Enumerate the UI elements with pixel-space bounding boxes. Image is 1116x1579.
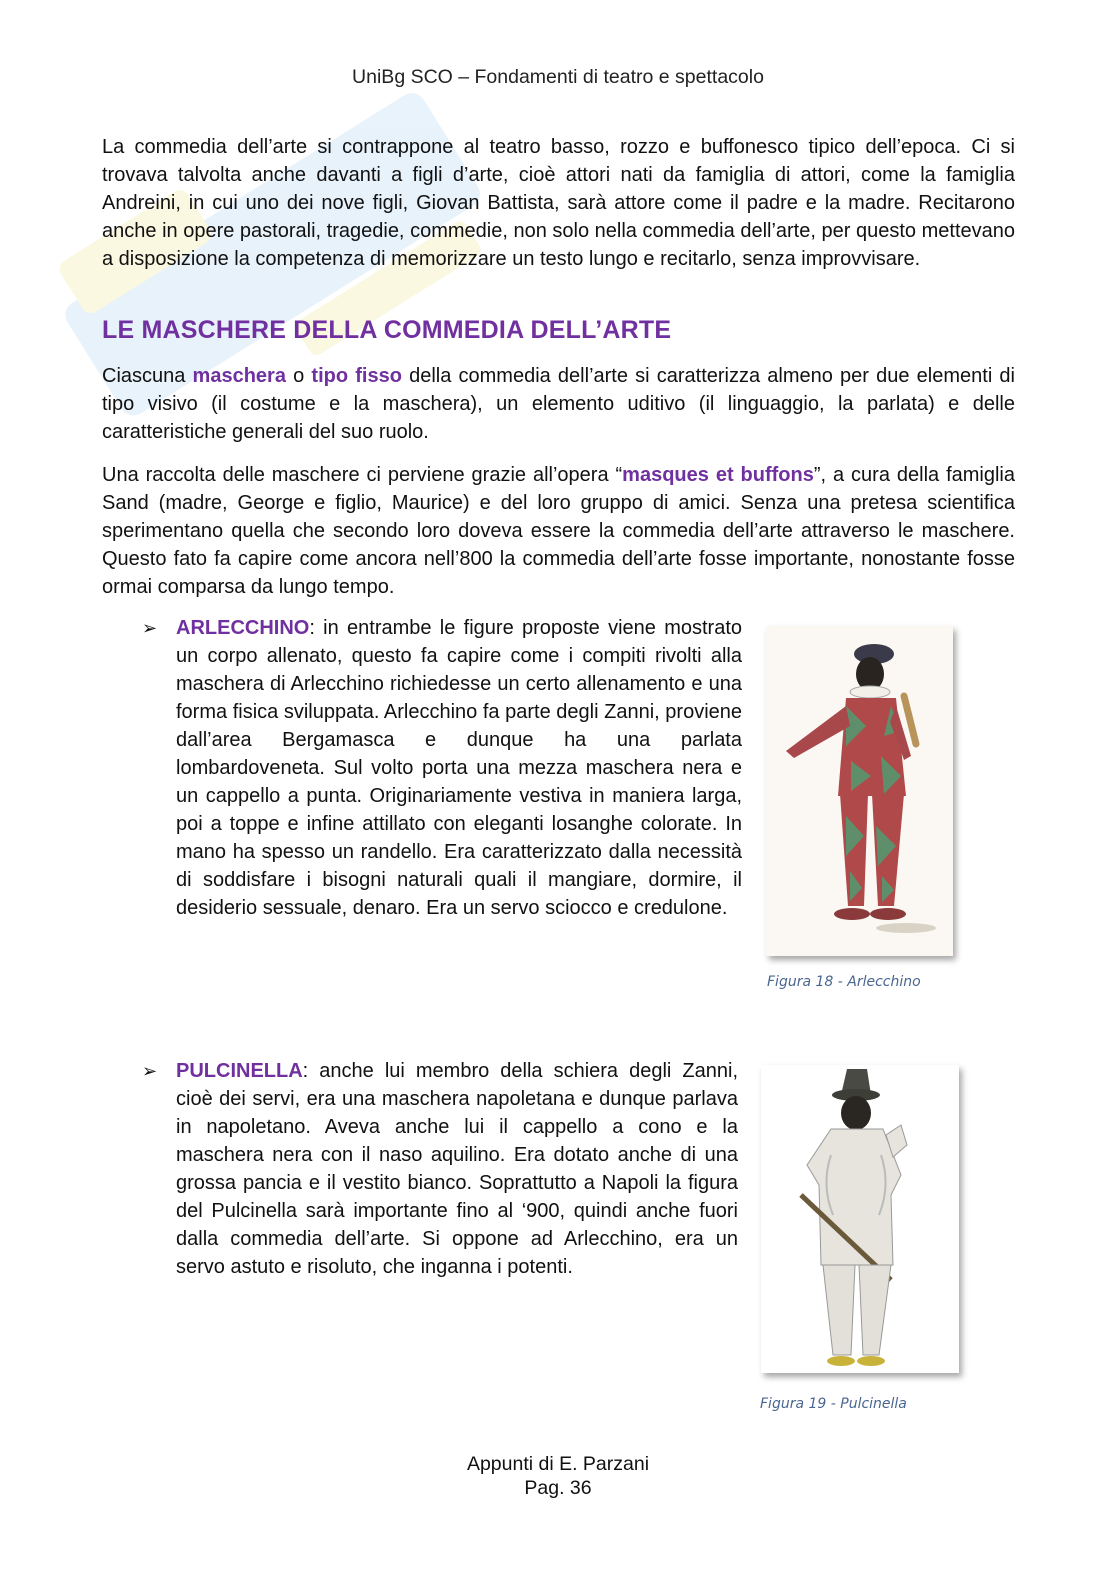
figure-pulcinella-image xyxy=(761,1065,959,1373)
figure-caption-19: Figura 19 - Pulcinella xyxy=(760,1396,907,1412)
term-maschera: maschera xyxy=(192,365,286,387)
page-header: UniBg SCO – Fondamenti di teatro e spettacolo xyxy=(352,66,764,88)
text-run: della commedia dell’arte si caratterizza almeno per due elementi di tipo visivo (il costume e la maschera), un elemento uditivo (il linguaggio, la parlata) e delle caratteristiche generali del suo ruolo. xyxy=(102,365,1015,443)
text-run: ”, a cura della famiglia Sand (madre, George e figlio, Maurice) e del loro gruppo di amici. Senza una pretesa scientifica sperimentano quella che secondo loro doveva essere la commedia dell’arte attraverso le maschere. Questo fato fa capire come ancora nell’800 la commedia dell’arte fosse importante, nonostante fosse ormai comparsa da lungo tempo. xyxy=(102,464,1015,598)
arrow-bullet-icon: ➢ xyxy=(142,1061,158,1081)
intro-paragraph: La commedia dell’arte si contrappone al teatro basso, rozzo e buffonesco tipico dell’epoca. Ci si trovava talvolta anche davanti a figli d’arte, cioè attori nati da famiglia di attori, come la famiglia Andreini, in cui uno dei nove figli, Giovan Battista, sarà attore come il padre e la madre. Recitarono anche in opere pastorali, tragedie, commedie, non solo nella commedia dell’arte, per questo mettevano a disposizione la competenza di memorizzare un testo lungo e recitarlo, senza improvvisare. xyxy=(102,136,1015,270)
section-heading: LE MASCHERE DELLA COMMEDIA DELL’ARTE xyxy=(102,316,672,344)
mask-name: ARLECCHINO xyxy=(176,617,310,639)
term-masques-et-buffons: masques et buffons xyxy=(622,464,814,486)
text-run: Una raccolta delle maschere ci perviene grazie all’opera “ xyxy=(102,464,623,486)
text-run: o xyxy=(285,365,312,387)
pulcinella-illustration-icon xyxy=(761,1065,959,1373)
term-tipo-fisso: tipo fisso xyxy=(311,365,402,387)
mask-description: : anche lui membro della schiera degli Zanni, cioè dei servi, era una maschera napoletana e dunque parlava in napoletano. Aveva anche lui il cappello a cono e la maschera nera con il naso aquilino. Era dotato anche di una grossa pancia e il vestito bianco. Soprattutto a Napoli la figura del Pulcinella sarà importante fino al ‘900, quindi anche fuori dalla commedia dell’arte. Si oppone ad Arlecchino, era un servo astuto e risoluto, che inganna i potenti. xyxy=(176,1060,738,1278)
arlecchino-illustration-icon xyxy=(766,626,953,956)
bullet-text xyxy=(176,614,742,922)
mask-name: PULCINELLA xyxy=(176,1060,303,1082)
paragraph-raccolta xyxy=(102,461,1015,601)
mask-description: : in entrambe le figure proposte viene mostrato un corpo allenato, questo fa capire come i compiti rivolti alla maschera di Arlecchino richiedesse un certo allenamento e una forma fisica sviluppata. Arlecchino fa parte degli Zanni, proviene dall’area Bergamasca e dunque ha una parlata lombardoveneta. Sul volto porta una mezza maschera nera e un cappello a punta. Originariamente vestiva in maniera larga, poi a toppe e infine attillato con eleganti losanghe colorate. In mano ha spesso un randello. Era caratterizzato dalla necessità di soddisfare i bisogni naturali quali il mangiare, dormire, il desiderio sessuale, denaro. Era un servo sciocco e credulone. xyxy=(176,617,742,919)
text-run: Ciascuna xyxy=(102,365,193,387)
page-number: Pag. 36 xyxy=(524,1477,592,1499)
figure-caption-18: Figura 18 - Arlecchino xyxy=(767,974,921,990)
paragraph-maschere xyxy=(102,362,1015,446)
figure-arlecchino-image xyxy=(766,626,953,956)
arrow-bullet-icon: ➢ xyxy=(142,618,158,638)
footer-author: Appunti di E. Parzani xyxy=(466,1453,650,1475)
bullet-text xyxy=(176,1057,738,1281)
